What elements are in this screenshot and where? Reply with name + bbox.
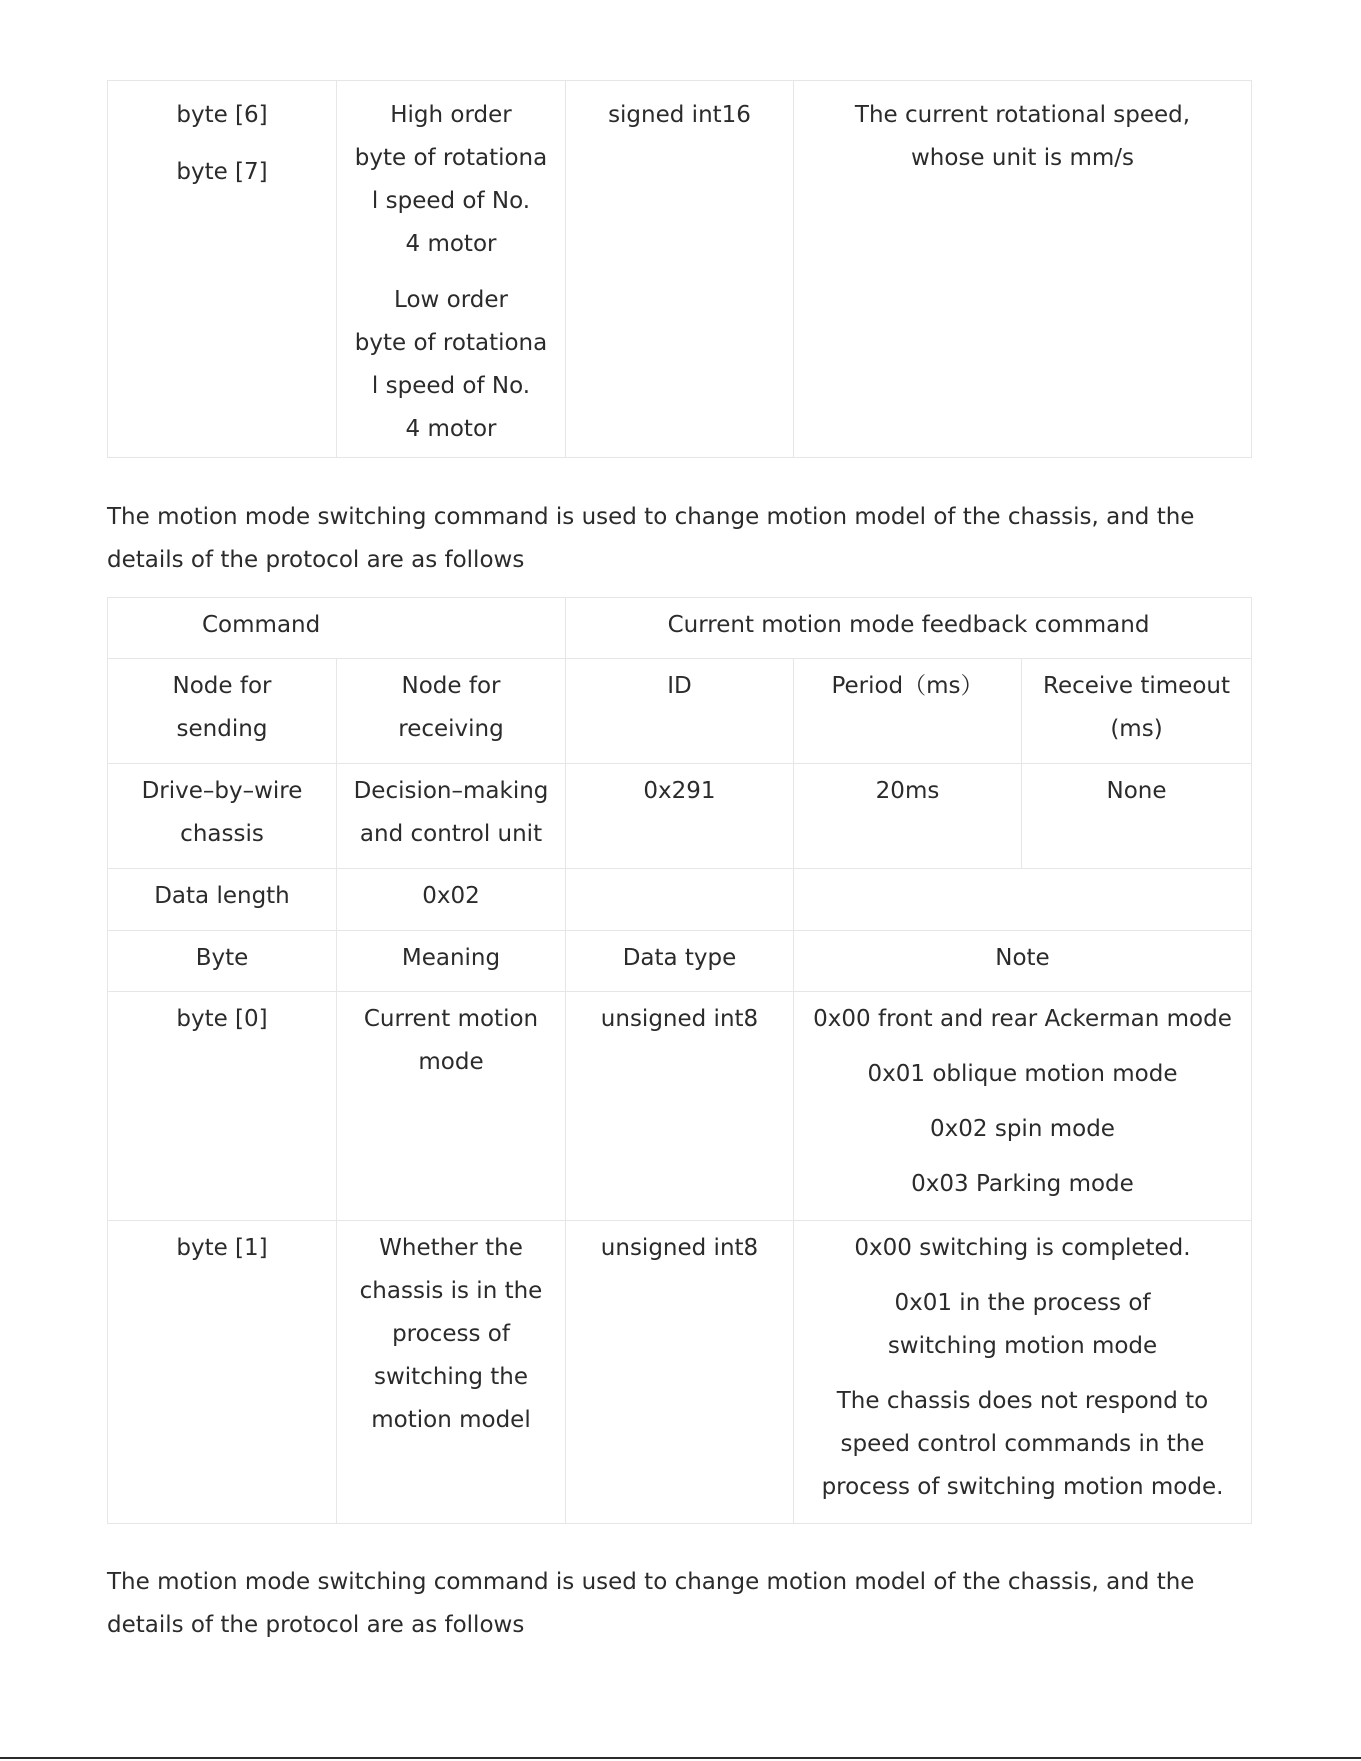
value-text: 0x02 <box>422 883 480 909</box>
meaning-high-block <box>345 94 557 266</box>
byte-text: byte [1] <box>176 1235 268 1261</box>
table-row <box>108 992 1252 1221</box>
command-label-cell <box>108 598 566 659</box>
data-type-header <box>566 931 794 992</box>
note-line: The chassis does not respond to speed control commands in the process of switching motion mode. <box>821 1388 1224 1500</box>
meaning-line: High order <box>390 102 512 128</box>
empty-cell <box>566 869 794 931</box>
data-type-label: signed int16 <box>608 102 751 128</box>
value-text: 0x291 <box>643 778 716 804</box>
note-line: 0x02 spin mode <box>930 1116 1115 1142</box>
value-text: Drive–by–wire chassis <box>141 778 303 847</box>
id-header <box>566 659 794 764</box>
page-bottom-rule <box>0 1757 1361 1759</box>
note-line: 0x01 in the process of switching motion mode <box>887 1290 1158 1359</box>
data-type-cell <box>566 992 794 1221</box>
meaning-cell <box>337 1221 566 1524</box>
value-text: None <box>1106 778 1167 804</box>
meaning-line: l speed of No. <box>371 188 531 214</box>
table-row <box>108 1221 1252 1524</box>
note-header <box>794 931 1252 992</box>
note-cell <box>794 81 1252 458</box>
meaning-line: l speed of No. <box>371 373 531 399</box>
label-text: Data length <box>154 883 290 909</box>
note-line: 0x00 front and rear Ackerman mode <box>813 1006 1232 1032</box>
header-text: Data type <box>622 945 737 971</box>
table-row-column-headers <box>108 659 1252 764</box>
byte-text: byte [0] <box>176 1006 268 1032</box>
motion-mode-table <box>107 597 1251 1524</box>
byte-cell <box>108 1221 337 1524</box>
header-text: ID <box>667 673 692 699</box>
meaning-cell <box>337 992 566 1221</box>
value-text: 20ms <box>875 778 940 804</box>
meaning-low-block <box>345 279 557 451</box>
data-type-text: unsigned int8 <box>600 1235 759 1261</box>
note-line: 0x00 switching is completed. <box>854 1235 1191 1261</box>
command-value: Current motion mode feedback command <box>667 612 1150 638</box>
header-text: Node for receiving <box>398 673 504 742</box>
meaning-line: byte of rotationa <box>354 145 548 171</box>
timeout-value <box>1022 764 1252 869</box>
timeout-header <box>1022 659 1252 764</box>
table-row <box>108 81 1252 458</box>
table-row-values <box>108 764 1252 869</box>
node-receiving-header <box>337 659 566 764</box>
table-row-data-length <box>108 869 1252 931</box>
intro-paragraph: The motion mode switching command is used to change motion model of the chassis, and the details of the protocol are as follows <box>107 1569 1195 1638</box>
meaning-header <box>337 931 566 992</box>
data-length-label <box>108 869 337 931</box>
value-text: Decision–making and control unit <box>353 778 549 847</box>
header-text: Node for sending <box>172 673 272 742</box>
meaning-cell <box>337 81 566 458</box>
note-line: 0x01 oblique motion mode <box>867 1061 1178 1087</box>
note-cell <box>794 1221 1252 1524</box>
command-value-cell <box>566 598 1252 659</box>
meaning-line: 4 motor <box>405 416 497 442</box>
data-type-text: unsigned int8 <box>600 1006 759 1032</box>
period-value <box>794 764 1022 869</box>
byte-cell <box>108 992 337 1221</box>
byte-cell <box>108 81 337 458</box>
meaning-text: Whether the chassis is in the process of switching the motion model <box>359 1235 543 1433</box>
data-length-value <box>337 869 566 931</box>
data-type-cell <box>566 81 794 458</box>
header-text: Byte <box>195 945 249 971</box>
data-type-cell <box>566 1221 794 1524</box>
meaning-text: Current motion mode <box>363 1006 539 1075</box>
empty-cell <box>794 869 1252 931</box>
meaning-line: 4 motor <box>405 231 497 257</box>
note-line: whose unit is mm/s <box>910 145 1134 171</box>
period-header <box>794 659 1022 764</box>
byte-header <box>108 931 337 992</box>
node-receiving-value <box>337 764 566 869</box>
note-line: 0x03 Parking mode <box>911 1171 1134 1197</box>
header-text: Period（ms） <box>831 673 984 699</box>
header-text: Meaning <box>401 945 501 971</box>
table-row-command <box>108 598 1252 659</box>
byte-label: byte [7] <box>176 159 268 185</box>
byte-label: byte [6] <box>176 102 268 128</box>
id-value <box>566 764 794 869</box>
node-sending-value <box>108 764 337 869</box>
command-label: Command <box>202 612 321 638</box>
header-text: Receive timeout (ms) <box>1043 673 1230 742</box>
meaning-line: byte of rotationa <box>354 330 548 356</box>
table-row-field-headers <box>108 931 1252 992</box>
header-text: Note <box>995 945 1050 971</box>
intro-paragraph: The motion mode switching command is used to change motion model of the chassis, and the details of the protocol are as follows <box>107 504 1195 573</box>
meaning-line: Low order <box>394 287 508 313</box>
note-line: The current rotational speed, <box>854 102 1191 128</box>
node-sending-header <box>108 659 337 764</box>
motor-speed-table <box>107 80 1251 458</box>
note-cell <box>794 992 1252 1221</box>
